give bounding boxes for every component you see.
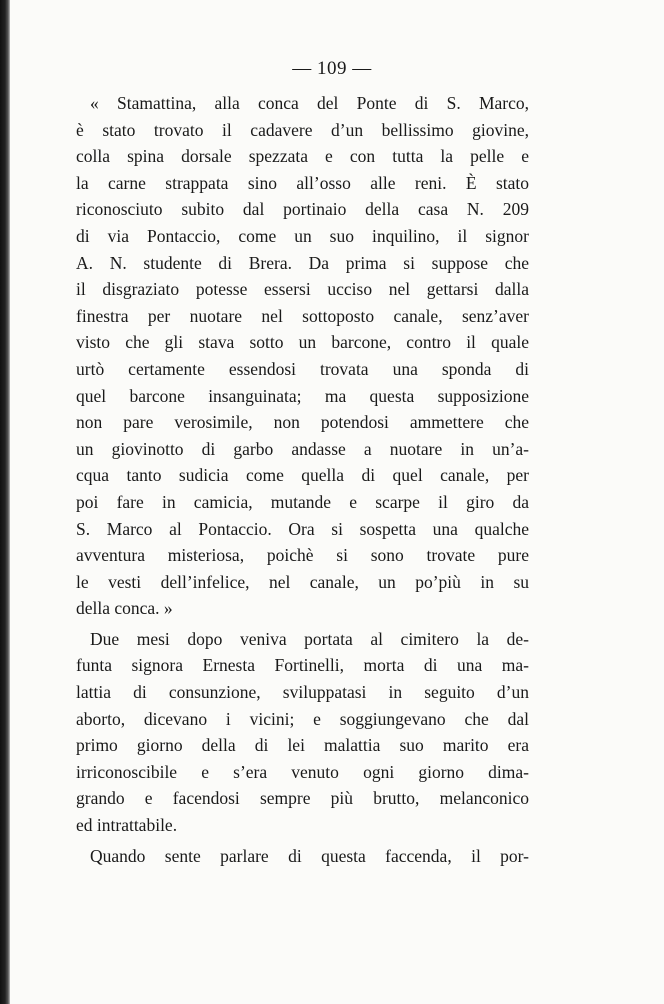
text-line: avventura misteriosa, poichè si sono trovate pure [76, 545, 529, 566]
text-line: non pare verosimile, non potendosi ammettere che [76, 412, 529, 433]
text-line: finestra per nuotare nel sottoposto canale, senz’aver [76, 305, 529, 326]
text-line: A. N. studente di Brera. Da prima si suppose che [76, 252, 529, 273]
text-line: grando e facendosi sempre più brutto, melanconico [76, 788, 529, 809]
text-line: colla spina dorsale spezzata e con tutta la pelle e [76, 146, 529, 167]
text-line: della conca. » [76, 598, 173, 619]
text-line: aborto, dicevano i vicini; e soggiungevano che dal [76, 708, 529, 729]
text-line: S. Marco al Pontaccio. Ora si sospetta una qualche [76, 518, 529, 539]
page-number: — 109 — [292, 58, 372, 79]
paragraph [76, 626, 529, 839]
text-line: ed intrattabile. [76, 815, 178, 836]
paragraph [76, 90, 529, 622]
binding-edge [0, 0, 10, 1004]
text-line: Due mesi dopo veniva portata al cimitero la de- [90, 628, 529, 649]
text-line: di via Pontaccio, come un suo inquilino, il signor [76, 225, 529, 246]
text-line: cqua tanto sudicia come quella di quel canale, per [76, 465, 529, 486]
text-line: Quando sente parlare di questa faccenda, il por- [90, 845, 529, 866]
text-line: « Stamattina, alla conca del Ponte di S. Marco, [90, 93, 529, 113]
text-line: poi fare in camicia, mutande e scarpe il giro da [76, 491, 529, 512]
paragraph [76, 843, 529, 870]
text-line: urtò certamente essendosi trovata una sponda di [76, 358, 529, 379]
text-line: primo giorno della di lei malattia suo marito era [76, 735, 529, 756]
text-line: funta signora Ernesta Fortinelli, morta di una ma- [76, 655, 529, 676]
text-line: irriconoscibile e s’era venuto ogni giorno dima- [76, 761, 529, 782]
text-line: riconosciuto subito dal portinaio della casa N. 209 [76, 199, 529, 220]
text-line: quel barcone insanguinata; ma questa supposizione [76, 385, 529, 406]
text-line: visto che gli stava sotto un barcone, contro il quale [76, 332, 529, 353]
text-line: un giovinotto di garbo andasse a nuotare in un’a- [76, 438, 529, 459]
text-line: è stato trovato il cadavere d’un bellissimo giovine, [76, 119, 529, 140]
text-line: la carne strappata sino all’osso alle reni. È stato [76, 172, 529, 193]
body-text [76, 90, 529, 869]
text-line: le vesti dell’infelice, nel canale, un po’più in su [76, 571, 529, 592]
text-line: lattia di consunzione, sviluppatasi in seguito d’un [76, 682, 529, 703]
text-line: il disgraziato potesse essersi ucciso nel gettarsi dalla [76, 279, 529, 300]
